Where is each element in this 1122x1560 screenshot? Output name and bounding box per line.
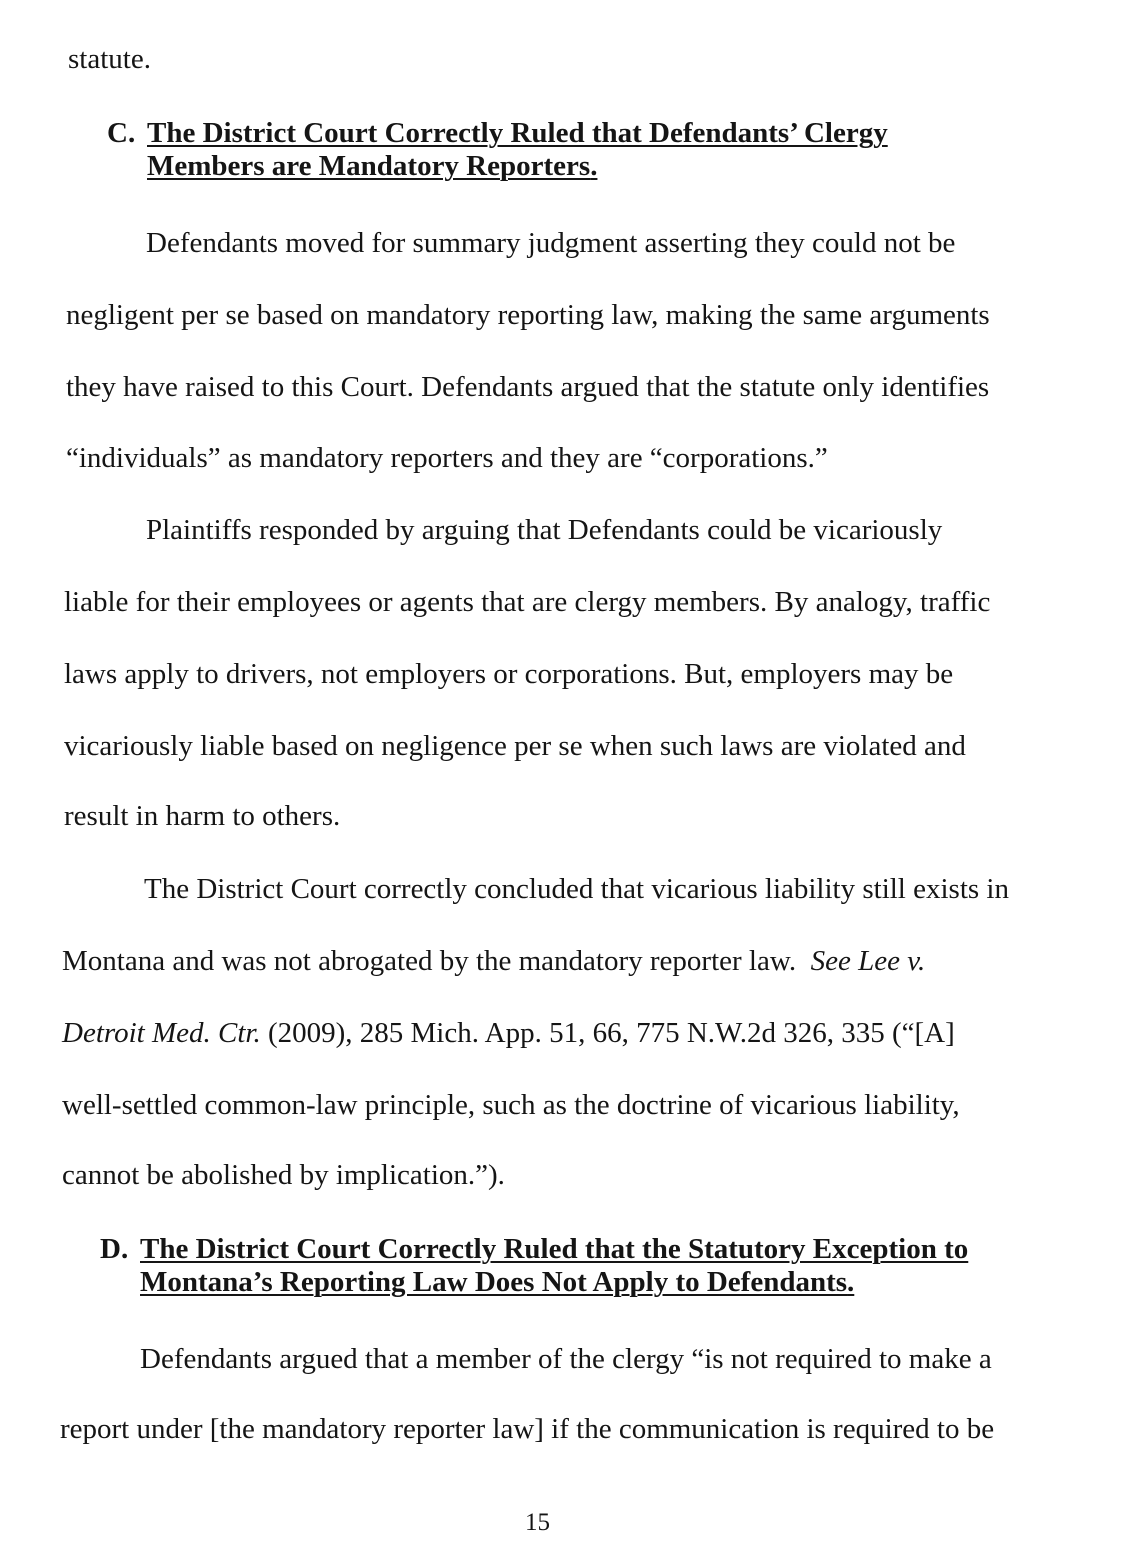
citation-court-name: Detroit Med. Ctr.	[62, 1017, 261, 1049]
paragraph-3-line-4: well-settled common-law principle, such as the doctrine of vicarious liability,	[62, 1089, 960, 1121]
paragraph-2-line-5: result in harm to others.	[64, 800, 341, 832]
paragraph-3-line-1: The District Court correctly concluded that vicarious liability still exists in	[144, 873, 1009, 905]
section-d-title	[140, 1234, 968, 1300]
paragraph-3-line-3-text: (2009), 285 Mich. App. 51, 66, 775 N.W.2d 326, 335 (“[A]	[260, 1017, 955, 1049]
section-c-letter: C.	[107, 117, 136, 149]
paragraph-3-line-2	[62, 944, 925, 978]
paragraph-3-line-2-text: Montana and was not abrogated by the mandatory reporter law.	[62, 945, 811, 977]
paragraph-2-line-4: vicariously liable based on negligence per se when such laws are violated and	[64, 730, 966, 762]
section-c-title-line2: Members are Mandatory Reporters	[147, 150, 591, 182]
paragraph-2-line-3: laws apply to drivers, not employers or corporations. But, employers may be	[64, 658, 954, 690]
section-d-title-line1: The District Court Correctly Ruled that the Statutory Exception to	[140, 1233, 969, 1265]
paragraph-2-line-1: Plaintiffs responded by arguing that Defendants could be vicariously	[146, 514, 943, 546]
page-number: 15	[525, 1509, 550, 1536]
carryover-text: statute.	[68, 43, 151, 75]
paragraph-3-line-3	[62, 1016, 955, 1050]
section-d-title-period: .	[847, 1266, 855, 1298]
section-d-letter: D.	[100, 1233, 129, 1265]
citation-see-lee: See Lee v.	[810, 945, 926, 977]
section-d-title-line2: Montana’s Reporting Law Does Not Apply to Defendants	[140, 1266, 848, 1298]
paragraph-1-line-3: they have raised to this Court. Defendants argued that the statute only identifies	[66, 371, 990, 403]
section-c-title-line1: The District Court Correctly Ruled that Defendants’ Clergy	[147, 117, 888, 149]
section-c-title-period: .	[590, 150, 598, 182]
paragraph-4-line-1: Defendants argued that a member of the clergy “is not required to make a	[140, 1343, 992, 1375]
section-d-heading	[100, 1234, 1060, 1304]
paragraph-1-line-1: Defendants moved for summary judgment asserting they could not be	[146, 227, 956, 259]
paragraph-1-line-4: “individuals” as mandatory reporters and they are “corporations.”	[66, 442, 828, 474]
section-c-heading	[107, 118, 1007, 188]
paragraph-3-line-5: cannot be abolished by implication.”).	[62, 1159, 505, 1191]
section-c-title	[147, 118, 888, 184]
paragraph-1-line-2: negligent per se based on mandatory reporting law, making the same arguments	[66, 299, 990, 331]
paragraph-2-line-2: liable for their employees or agents that are clergy members. By analogy, traffic	[64, 586, 991, 618]
paragraph-4-line-2: report under [the mandatory reporter law] if the communication is required to be	[60, 1413, 995, 1445]
